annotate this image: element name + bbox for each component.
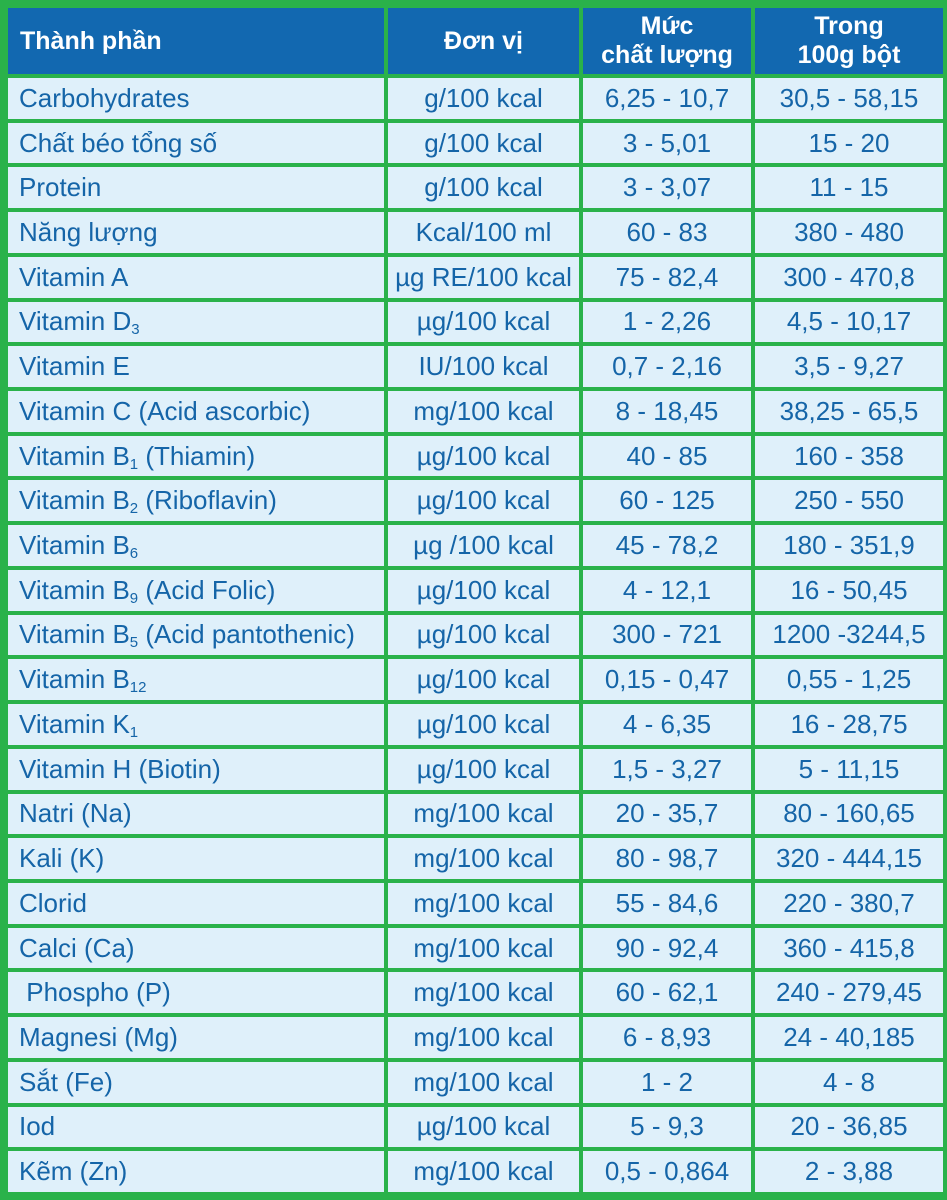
ingredient-subscript: 1 <box>129 455 139 473</box>
quality-cell: 1 - 2,26 <box>583 302 751 343</box>
unit-cell: µg/100 kcal <box>388 749 579 790</box>
table-row <box>8 1107 943 1148</box>
ingredient-suffix: (Riboflavin) <box>138 485 277 516</box>
ingredient-subscript: 12 <box>129 679 147 697</box>
ingredient-name: Iod <box>19 1111 56 1142</box>
ingredient-cell <box>8 78 384 119</box>
quality-cell: 20 - 35,7 <box>583 794 751 835</box>
ingredient-cell <box>8 659 384 700</box>
ingredient-subscript: 2 <box>129 500 139 518</box>
ingredient-name: Vitamin H (Biotin) <box>19 753 221 784</box>
table-row <box>8 212 943 253</box>
ingredient-cell <box>8 883 384 924</box>
quality-cell: 60 - 125 <box>583 480 751 521</box>
per-100g-cell: 180 - 351,9 <box>755 525 943 566</box>
table-row <box>8 525 943 566</box>
unit-cell: Kcal/100 ml <box>388 212 579 253</box>
unit-cell: µg/100 kcal <box>388 436 579 477</box>
per-100g-cell: 24 - 40,185 <box>755 1017 943 1058</box>
ingredient-name: Chất béo tổng số <box>19 127 218 158</box>
per-100g-cell: 320 - 444,15 <box>755 838 943 879</box>
table-row <box>8 1151 943 1192</box>
ingredient-name: Vitamin B <box>19 664 130 695</box>
per-100g-cell: 2 - 3,88 <box>755 1151 943 1192</box>
ingredient-cell <box>8 302 384 343</box>
unit-cell: g/100 kcal <box>388 123 579 164</box>
ingredient-suffix: (Thiamin) <box>138 440 256 471</box>
quality-cell: 3 - 5,01 <box>583 123 751 164</box>
unit-cell: IU/100 kcal <box>388 346 579 387</box>
ingredient-cell <box>8 346 384 387</box>
ingredient-subscript: 5 <box>129 634 139 652</box>
table-row <box>8 570 943 611</box>
ingredient-cell <box>8 167 384 208</box>
unit-cell: µg/100 kcal <box>388 570 579 611</box>
ingredient-name: Vitamin K <box>19 708 130 739</box>
ingredient-cell <box>8 794 384 835</box>
ingredient-name: Kẽm (Zn) <box>19 1156 128 1187</box>
quality-cell: 4 - 6,35 <box>583 704 751 745</box>
quality-cell: 55 - 84,6 <box>583 883 751 924</box>
table-row <box>8 78 943 119</box>
ingredient-cell <box>8 123 384 164</box>
ingredient-subscript: 9 <box>129 589 139 607</box>
ingredient-cell <box>8 212 384 253</box>
unit-cell: mg/100 kcal <box>388 838 579 879</box>
quality-cell: 1,5 - 3,27 <box>583 749 751 790</box>
ingredient-suffix: (Acid Folic) <box>138 574 276 605</box>
table-row <box>8 928 943 969</box>
ingredient-suffix: (Acid pantothenic) <box>138 619 355 650</box>
per-100g-cell: 16 - 50,45 <box>755 570 943 611</box>
unit-cell: µg/100 kcal <box>388 615 579 656</box>
ingredient-cell <box>8 391 384 432</box>
table-row <box>8 838 943 879</box>
header-row <box>8 8 943 74</box>
table-row <box>8 749 943 790</box>
per-100g-cell: 5 - 11,15 <box>755 749 943 790</box>
ingredient-cell <box>8 972 384 1013</box>
ingredient-cell <box>8 1151 384 1192</box>
unit-cell: µg RE/100 kcal <box>388 257 579 298</box>
ingredient-name: Natri (Na) <box>19 798 132 829</box>
unit-cell: mg/100 kcal <box>388 928 579 969</box>
unit-cell: µg/100 kcal <box>388 659 579 700</box>
ingredient-cell <box>8 1062 384 1103</box>
ingredient-name: Sắt (Fe) <box>19 1066 113 1097</box>
quality-cell: 75 - 82,4 <box>583 257 751 298</box>
ingredient-name: Vitamin B <box>19 530 130 561</box>
per-100g-cell: 1200 -3244,5 <box>755 615 943 656</box>
per-100g-cell: 250 - 550 <box>755 480 943 521</box>
ingredient-cell <box>8 525 384 566</box>
unit-cell: mg/100 kcal <box>388 1062 579 1103</box>
header-quality-line2: chất lượng <box>601 41 733 69</box>
quality-cell: 0,15 - 0,47 <box>583 659 751 700</box>
per-100g-cell: 380 - 480 <box>755 212 943 253</box>
ingredient-cell <box>8 436 384 477</box>
quality-cell: 8 - 18,45 <box>583 391 751 432</box>
ingredient-cell <box>8 928 384 969</box>
per-100g-cell: 38,25 - 65,5 <box>755 391 943 432</box>
quality-cell: 0,7 - 2,16 <box>583 346 751 387</box>
per-100g-cell: 30,5 - 58,15 <box>755 78 943 119</box>
table-row <box>8 436 943 477</box>
ingredient-cell <box>8 1017 384 1058</box>
quality-cell: 80 - 98,7 <box>583 838 751 879</box>
per-100g-cell: 4 - 8 <box>755 1062 943 1103</box>
ingredient-subscript: 6 <box>129 545 139 563</box>
quality-cell: 300 - 721 <box>583 615 751 656</box>
quality-cell: 40 - 85 <box>583 436 751 477</box>
unit-cell: µg/100 kcal <box>388 704 579 745</box>
ingredient-name: Vitamin B <box>19 485 130 516</box>
header-per-100g-line1: Trong <box>814 12 884 40</box>
unit-cell: mg/100 kcal <box>388 1017 579 1058</box>
table-row <box>8 1062 943 1103</box>
ingredient-name: Vitamin B <box>19 574 130 605</box>
header-unit: Đơn vị <box>388 8 579 74</box>
table-row <box>8 883 943 924</box>
per-100g-cell: 16 - 28,75 <box>755 704 943 745</box>
unit-cell: g/100 kcal <box>388 78 579 119</box>
unit-cell: µg/100 kcal <box>388 480 579 521</box>
table-row <box>8 659 943 700</box>
table-row <box>8 391 943 432</box>
unit-cell: µg/100 kcal <box>388 1107 579 1148</box>
unit-cell: mg/100 kcal <box>388 1151 579 1192</box>
quality-cell: 1 - 2 <box>583 1062 751 1103</box>
header-quality-level <box>583 8 751 74</box>
header-quality-line1: Mức <box>640 12 694 40</box>
table-row <box>8 704 943 745</box>
per-100g-cell: 240 - 279,45 <box>755 972 943 1013</box>
per-100g-cell: 11 - 15 <box>755 167 943 208</box>
ingredient-name: Vitamin E <box>19 351 130 382</box>
ingredient-cell <box>8 838 384 879</box>
header-ingredient: Thành phần <box>8 8 384 74</box>
ingredient-name: Kali (K) <box>19 843 105 874</box>
per-100g-cell: 80 - 160,65 <box>755 794 943 835</box>
quality-cell: 6,25 - 10,7 <box>583 78 751 119</box>
quality-cell: 4 - 12,1 <box>583 570 751 611</box>
ingredient-cell <box>8 480 384 521</box>
header-per-100g <box>755 8 943 74</box>
table-row <box>8 1017 943 1058</box>
quality-cell: 90 - 92,4 <box>583 928 751 969</box>
ingredient-cell <box>8 1107 384 1148</box>
unit-cell: g/100 kcal <box>388 167 579 208</box>
unit-cell: mg/100 kcal <box>388 794 579 835</box>
table-row <box>8 794 943 835</box>
per-100g-cell: 220 - 380,7 <box>755 883 943 924</box>
table-row <box>8 123 943 164</box>
table-row <box>8 167 943 208</box>
ingredient-name: Vitamin D <box>19 306 132 337</box>
per-100g-cell: 3,5 - 9,27 <box>755 346 943 387</box>
unit-cell: µg /100 kcal <box>388 525 579 566</box>
ingredient-name: Calci (Ca) <box>19 932 135 963</box>
ingredient-subscript: 3 <box>131 321 140 339</box>
ingredient-name: Vitamin A <box>19 261 129 292</box>
quality-cell: 6 - 8,93 <box>583 1017 751 1058</box>
per-100g-cell: 20 - 36,85 <box>755 1107 943 1148</box>
quality-cell: 5 - 9,3 <box>583 1107 751 1148</box>
ingredient-name: Carbohydrates <box>19 82 190 113</box>
ingredient-name: Protein <box>19 172 102 203</box>
unit-cell: mg/100 kcal <box>388 883 579 924</box>
quality-cell: 45 - 78,2 <box>583 525 751 566</box>
ingredient-name: Magnesi (Mg) <box>19 1021 178 1052</box>
table-row <box>8 257 943 298</box>
table-row <box>8 615 943 656</box>
ingredient-cell <box>8 257 384 298</box>
table-row <box>8 346 943 387</box>
ingredient-name: Vitamin B <box>19 440 130 471</box>
per-100g-cell: 0,55 - 1,25 <box>755 659 943 700</box>
ingredient-name: Vitamin B <box>19 619 130 650</box>
ingredient-subscript: 1 <box>129 723 139 741</box>
table-row <box>8 972 943 1013</box>
ingredient-cell <box>8 749 384 790</box>
nutrition-table <box>4 4 947 1196</box>
table-row <box>8 302 943 343</box>
quality-cell: 60 - 83 <box>583 212 751 253</box>
quality-cell: 0,5 - 0,864 <box>583 1151 751 1192</box>
unit-cell: mg/100 kcal <box>388 391 579 432</box>
ingredient-name: Clorid <box>19 887 87 918</box>
table-body <box>8 78 943 1192</box>
ingredient-name: Phospho (P) <box>19 977 171 1008</box>
quality-cell: 60 - 62,1 <box>583 972 751 1013</box>
quality-cell: 3 - 3,07 <box>583 167 751 208</box>
per-100g-cell: 160 - 358 <box>755 436 943 477</box>
ingredient-cell <box>8 615 384 656</box>
ingredient-name: Vitamin C (Acid ascorbic) <box>19 395 311 426</box>
per-100g-cell: 15 - 20 <box>755 123 943 164</box>
ingredient-name: Năng lượng <box>19 217 158 248</box>
unit-cell: mg/100 kcal <box>388 972 579 1013</box>
ingredient-cell <box>8 704 384 745</box>
header-per-100g-line2: 100g bột <box>797 41 901 69</box>
ingredient-cell <box>8 570 384 611</box>
per-100g-cell: 4,5 - 10,17 <box>755 302 943 343</box>
unit-cell: µg/100 kcal <box>388 302 579 343</box>
table-row <box>8 480 943 521</box>
per-100g-cell: 300 - 470,8 <box>755 257 943 298</box>
per-100g-cell: 360 - 415,8 <box>755 928 943 969</box>
